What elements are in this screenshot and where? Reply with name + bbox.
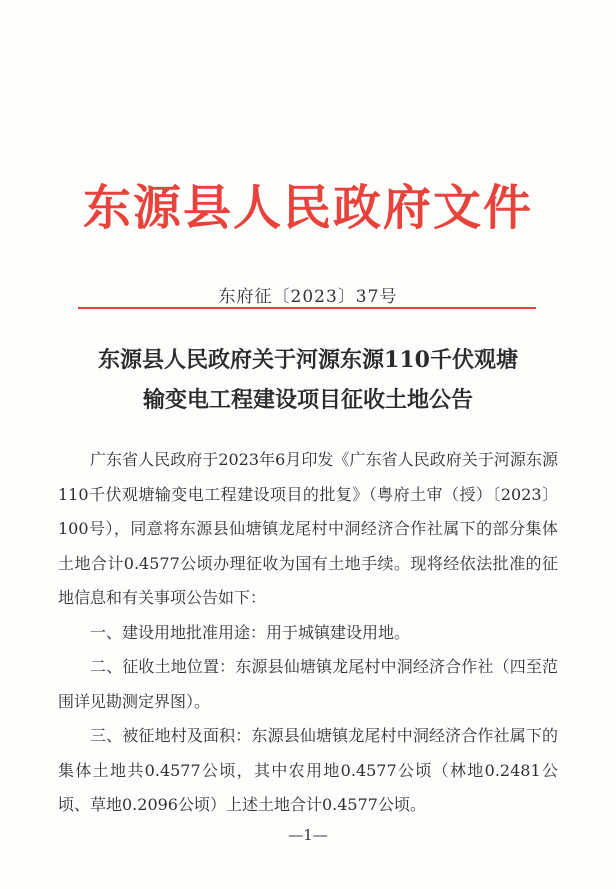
body-paragraph-usage: 一、建设用地批准用途：用于城镇建设用地。: [90, 622, 411, 642]
body-paragraph-area: 三、被征地村及面积：东源县仙塘镇龙尾村中洞经济合作社属下的集体土地共0.4577公顷，其中农用地0.4577公顷（林地0.2481公顷、草地0.2096公顷）上述土地合计0.4577公顷。: [58, 726, 558, 814]
body-paragraph-location: 二、征收土地位置：东源县仙塘镇龙尾村中洞经济合作社（四至范围详见勘测定界图）。: [58, 657, 558, 711]
document-title: [56, 340, 560, 420]
document-number: 东府征〔2023〕37号: [218, 287, 398, 307]
issuing-authority-header: 东源县人民政府文件: [82, 180, 533, 236]
document-title-line-2: 输变电工程建设项目征收土地公告: [142, 387, 473, 413]
red-divider-line: [78, 307, 536, 309]
document-title-line-1: 东源县人民政府关于河源东源110千伏观塘: [98, 347, 518, 373]
page-number: —1—: [288, 826, 328, 844]
body-paragraph-intro: 广东省人民政府于2023年6月印发《广东省人民政府关于河源东源110千伏观塘输变电工程建设项目的批复》（粤府土审（授）〔2023〕100号），同意将东源县仙塘镇龙尾村中洞经济合作社属下的部分集体土地合计0.4577公顷办理征收为国有土地手续。现将经依法批准的征地信息和有关事项公告如下：: [58, 450, 558, 607]
document-body: [58, 443, 558, 823]
